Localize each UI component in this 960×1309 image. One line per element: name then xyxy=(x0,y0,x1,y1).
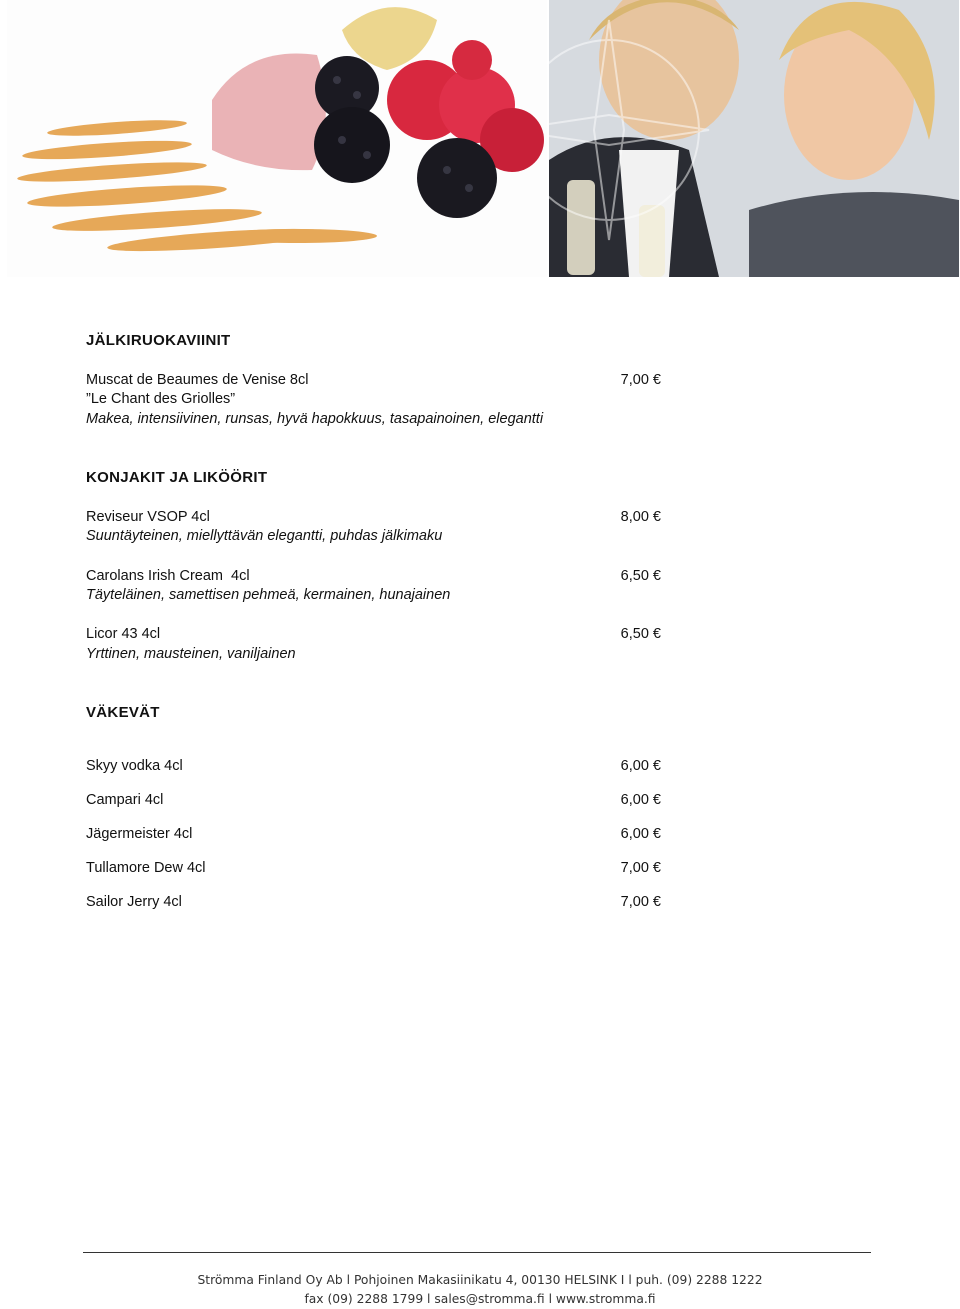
item-name: Campari 4cl xyxy=(86,792,164,808)
item-price: 7,00 € xyxy=(620,372,661,388)
item-name: Carolans Irish Cream 4cl xyxy=(86,568,250,584)
item-name: Tullamore Dew 4cl xyxy=(86,860,206,876)
item-price: 6,50 € xyxy=(620,568,661,584)
item-price: 6,00 € xyxy=(620,792,661,808)
section-title-dessert-wines: JÄLKIRUOKAVIINIT xyxy=(86,332,231,349)
footer-contact: fax (09) 2288 1799 l sales@stromma.fi l www.stromma.fi xyxy=(304,1292,656,1306)
item-price: 6,00 € xyxy=(620,758,661,774)
item-description: Yrttinen, mausteinen, vaniljainen xyxy=(86,646,296,662)
header-photos xyxy=(7,0,959,277)
section-title-cognacs-liqueurs: KONJAKIT JA LIKÖÖRIT xyxy=(86,469,268,486)
item-name: Skyy vodka 4cl xyxy=(86,758,183,774)
footer-address: Strömma Finland Oy Ab l Pohjoinen Makasiinikatu 4, 00130 HELSINK I l puh. (09) 2288 1222 xyxy=(197,1273,763,1287)
item-subtitle: ”Le Chant des Griolles” xyxy=(86,391,236,407)
item-price: 8,00 € xyxy=(620,509,661,525)
dessert-photo xyxy=(7,0,547,277)
people-photo xyxy=(549,0,959,277)
section-title-spirits: VÄKEVÄT xyxy=(86,704,160,721)
footer-divider xyxy=(83,1252,871,1253)
item-price: 7,00 € xyxy=(620,860,661,876)
item-price: 6,00 € xyxy=(620,826,661,842)
item-price: 7,00 € xyxy=(620,894,661,910)
item-description: Suuntäyteinen, miellyttävän elegantti, puhdas jälkimaku xyxy=(86,528,443,544)
item-description: Täyteläinen, samettisen pehmeä, kermainen, hunajainen xyxy=(86,587,451,603)
item-name: Jägermeister 4cl xyxy=(86,826,193,842)
item-name: Sailor Jerry 4cl xyxy=(86,894,182,910)
item-name: Reviseur VSOP 4cl xyxy=(86,509,210,525)
item-price: 6,50 € xyxy=(620,626,661,642)
item-name: Licor 43 4cl xyxy=(86,626,161,642)
item-description: Makea, intensiivinen, runsas, hyvä hapokkuus, tasapainoinen, elegantti xyxy=(86,411,544,427)
item-name: Muscat de Beaumes de Venise 8cl xyxy=(86,372,309,388)
